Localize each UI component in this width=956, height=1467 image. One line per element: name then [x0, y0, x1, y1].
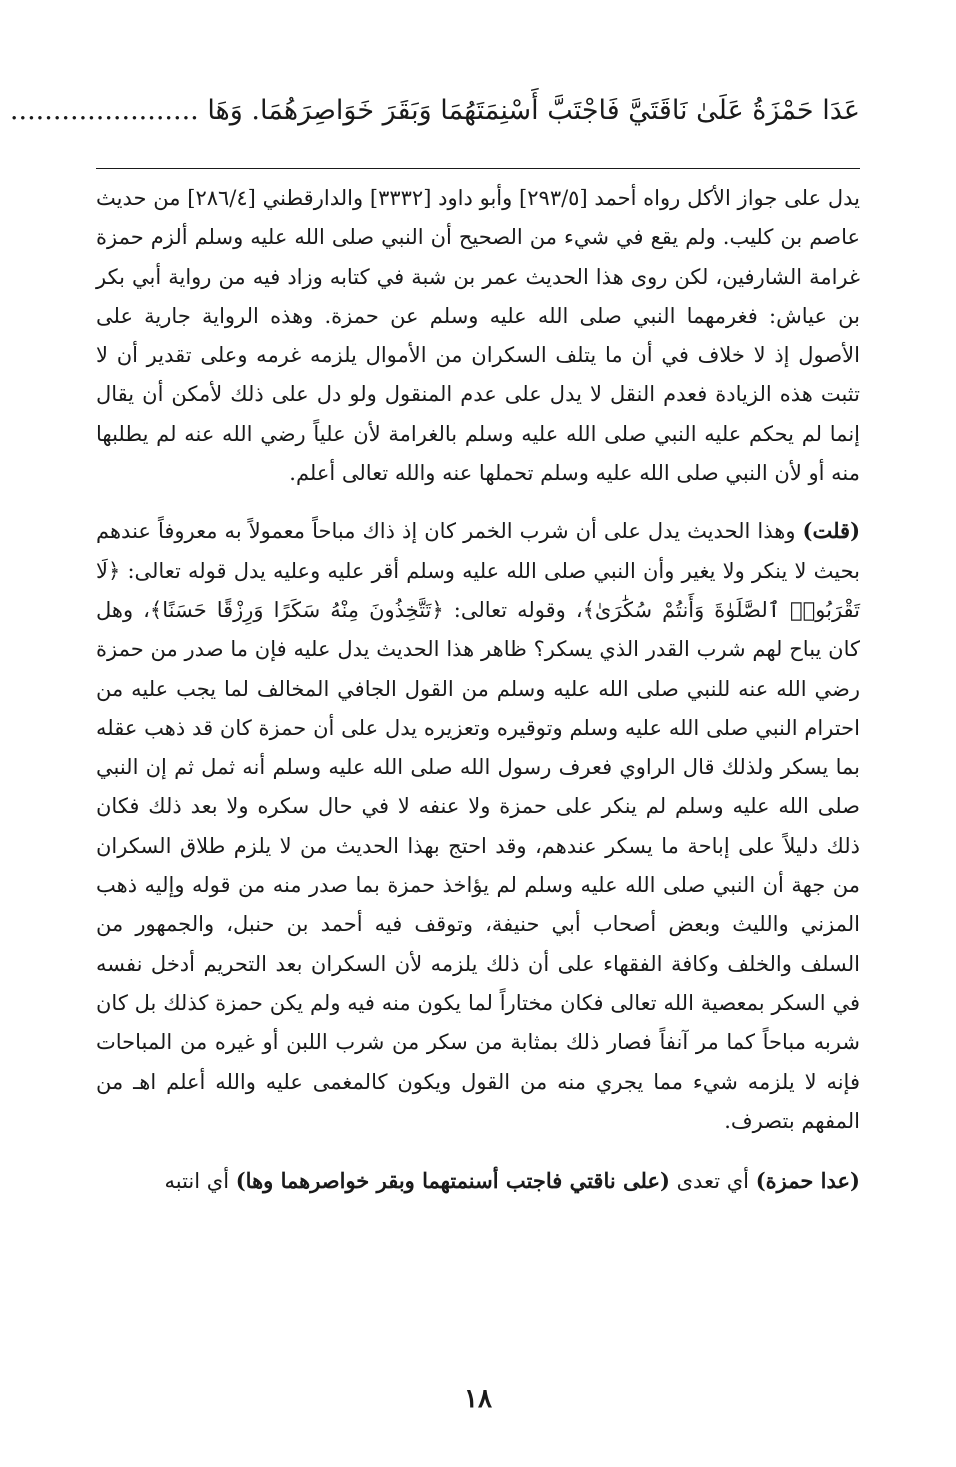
quran-verse-2: ﴿تَتَّخِذُونَ مِنْهُ سَكَرًا وَرِزْقًا حَسَنًا﴾	[149, 597, 444, 622]
lemma-1: (عدا حمزة)	[755, 1168, 860, 1194]
commentary-paragraph-1: يدل على جواز الأكل رواه أحمد [٢٩٣/٥] وأبو داود [٣٣٣٢] والدارقطني [٢٨٦/٤] من حديث عاصم بن كليب. ولم يقع في شيء من الصحيح أن النبي صلى الله عليه وسلم ألزم حمزة غرامة الشارفين، لكن روى هذا الحديث عمر بن شبة في كتابه وزاد فيه من رواية أبي بكر بن عياش: فغرمهما النبي صلى الله عليه وسلم عن حمزة. وهذه الرواية جارية على الأصول إذ لا خلاف في أن ما يتلف السكران من الأموال يلزمه غرمه وعلى تقدير أن لا تثبت هذه الزيادة فعدم النقل لا يدل على عدم المنقول ولو دل على ذلك لأمكن أن يقال إنما لم يحكم عليه النبي صلى الله عليه وسلم بالغرامة لأن علياً رضي الله عنه لم يطلبها منه أو لأن النبي صلى الله عليه وسلم تحملها عنه والله تعالى أعلم.	[96, 186, 861, 486]
page-number: ١٨	[464, 1384, 492, 1414]
quran-verse-1: ﴿لَا تَقْرَبُوا۟ ٱلصَّلَوٰةَ وَأَنتُمْ سُكَٰرَىٰ﴾	[96, 558, 860, 622]
paragraph-2-text-a: وهذا الحديث يدل على أن شرب الخمر كان إذ ذاك مباحاً معمولاً به معروفاً عندهم بحيث لا ينكر ولا يغير وأن النبي صلى الله عليه وسلم أقر عليه وعليه يدل قوله تعالى:	[96, 519, 860, 583]
commentary-paragraph-3	[96, 1161, 860, 1201]
paragraph-3-text-a: أي تعدى	[676, 1169, 750, 1194]
paragraph-2-text-c: ، وهل كان يباح لهم شرب القدر الذي يسكر؟ ظاهر هذا الحديث يدل عليه فإن ما صدر من حمزة رضي الله عنه للنبي صلى الله عليه وسلم من القول الجافي المخالف لما يجب عليه من احترام النبي صلى الله عليه وسلم وتوقيره وتعزيره يدل على أن حمزة كان قد ذهب عقله بما يسكر ولذلك قال الراوي فعرف رسول الله صلى الله عليه وسلم أنه ثمل ثم إن النبي صلى الله عليه وسلم لم ينكر على حمزة ولا عنفه لا في حال سكره ولا بعد ذلك فكان ذلك دليلاً على إباحة ما يسكر عندهم، وقد احتج بهذا الحديث من لا يلزم طلاق السكران من جهة أن النبي صلى الله عليه وسلم لم يؤاخذ حمزة بما صدر منه من قوله وإليه ذهب المزني والليث وبعض أصحاب أبي حنيفة، وتوقف فيه أحمد بن حنبل، والجمهور من السلف والخلف وكافة الفقهاء على أن ذلك يلزمه لأن السكران بعد التحريم أدخل نفسه في السكر بمعصية الله تعالى فكان مختاراً لما يكون منه فيه ولم يكن حمزة كذلك بل كان شربه مباحاً كما مر آنفاً فصار ذلك بمثابة من سكر من شرب اللبن أو غيره من المباحات فإنه لا يلزمه شيء مما يجري منه من القول ويكون كالمغمى عليه والله أعلم اهـ من المفهم بتصرف.	[96, 597, 860, 1133]
page	[0, 88, 956, 1467]
paragraph-2-text-b: ، وقوله تعالى:	[453, 597, 583, 622]
paragraph-3-text-b: أي انتبه	[164, 1169, 230, 1194]
hadith-text: عَدَا حَمْزَةُ عَلَىٰ نَاقَتَيَّ فَاجْتَبَّ أَسْنِمَتَهُمَا وَبَقَرَ خَوَاصِرَهُمَا. وَهَا ......................	[9, 95, 860, 126]
separator-line	[96, 168, 860, 169]
lemma-2: (على ناقتي فاجتب أسنمتهما وبقر خواصرهما وها)	[235, 1168, 670, 1194]
qult-label: (قلت)	[802, 518, 860, 544]
commentary-paragraph-2	[96, 511, 860, 1141]
